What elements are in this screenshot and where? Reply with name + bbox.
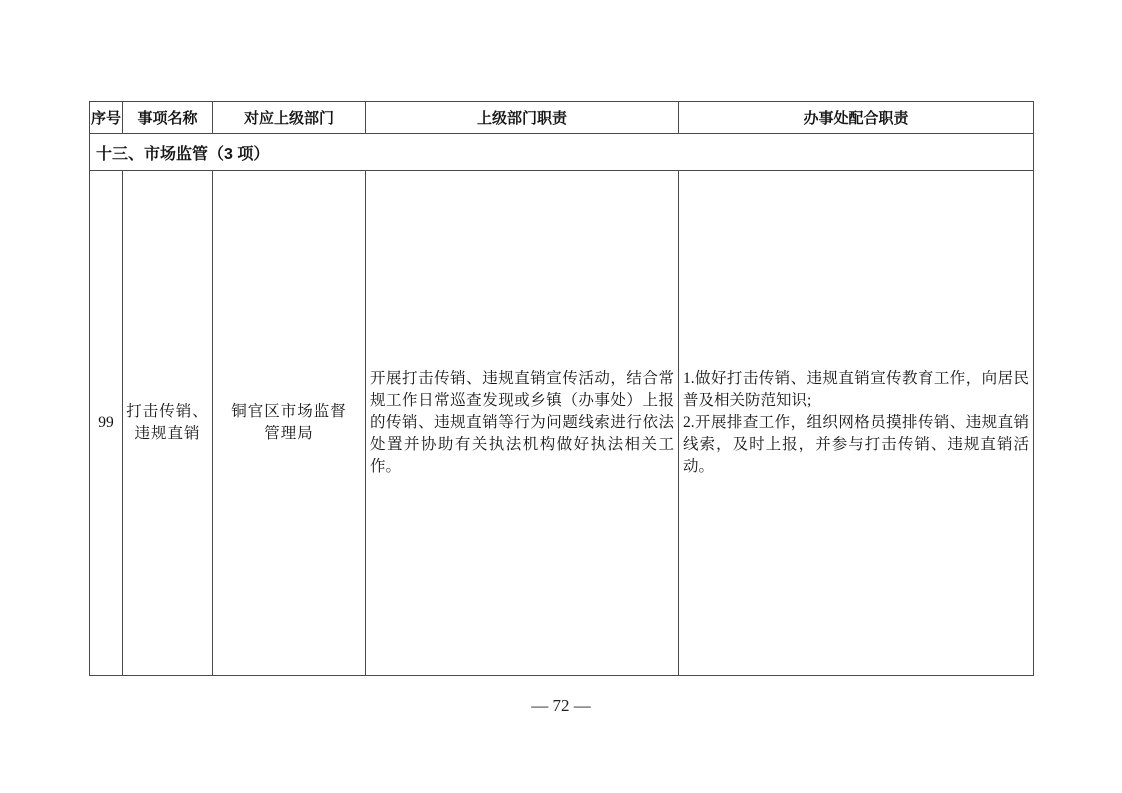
page-number: — 72 — <box>531 696 591 715</box>
header-item-name: 事项名称 <box>123 102 213 134</box>
header-seq: 序号 <box>90 102 123 134</box>
text-line: 开展打击传销、违规直销宣传活动，结合常 <box>370 370 674 387</box>
text-line: 规工作日常巡查发现或乡镇（办事处）上报 <box>370 392 674 409</box>
cell-superior-duty <box>366 171 679 676</box>
text-line: 2.开展排查工作，组织网格员摸排传销、违规直销 <box>683 414 1029 431</box>
text-line: 的传销、违规直销等行为问题线索进行依法 <box>370 414 674 431</box>
header-superior-department: 对应上级部门 <box>213 102 366 134</box>
text-line: 线索，及时上报，并参与打击传销、违规直销活动。 <box>683 436 1029 475</box>
list-item <box>683 368 1029 412</box>
table-row <box>90 171 1034 676</box>
section-row <box>90 134 1034 171</box>
section-title: 十三、市场监管（3 项） <box>90 134 1034 171</box>
text-line: 作。 <box>370 458 402 475</box>
duties-table <box>89 101 1034 676</box>
header-office-duty: 办事处配合职责 <box>679 102 1034 134</box>
text-line: 铜官区市场监督 <box>231 403 347 420</box>
text-line: 普及相关防范知识; <box>683 392 812 409</box>
text-line: 打击传销、 <box>126 403 209 420</box>
cell-superior-department <box>213 171 366 676</box>
text-line: 1.做好打击传销、违规直销宣传教育工作，向居民 <box>683 370 1029 387</box>
table-header-row <box>90 102 1034 134</box>
text-line: 管理局 <box>264 425 314 442</box>
text-line: 违规直销 <box>134 425 201 442</box>
cell-item-name <box>123 171 213 676</box>
list-item <box>683 412 1029 478</box>
cell-seq: 99 <box>90 171 123 676</box>
cell-office-duty <box>679 171 1034 676</box>
header-superior-duty: 上级部门职责 <box>366 102 679 134</box>
text-line: 处置并协助有关执法机构做好执法相关工 <box>370 436 674 453</box>
